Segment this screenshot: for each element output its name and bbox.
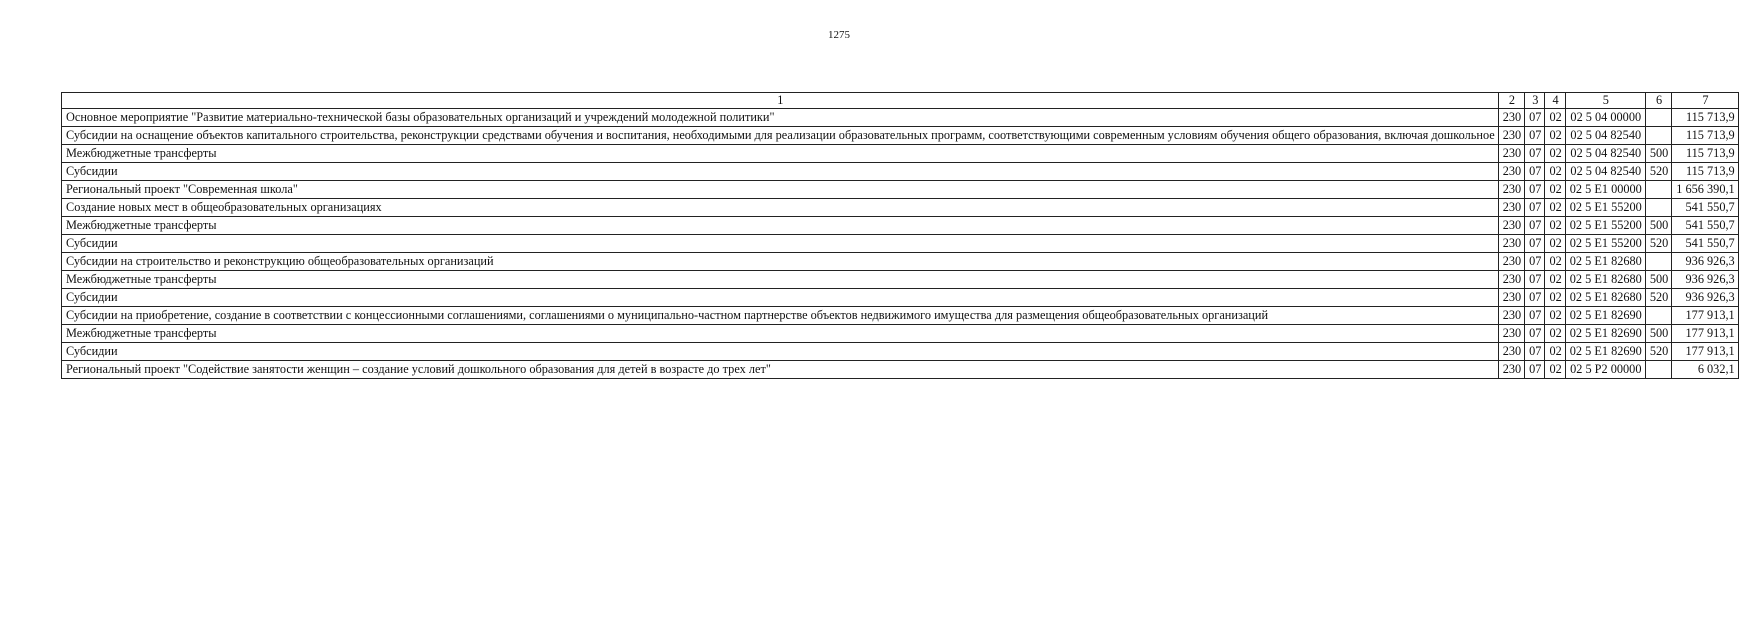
row-code-5: 02 5 04 00000 bbox=[1565, 109, 1645, 127]
row-amount: 177 913,1 bbox=[1672, 343, 1738, 361]
table-row bbox=[62, 253, 1739, 271]
row-code-6 bbox=[1645, 361, 1671, 379]
row-code-5: 02 5 E1 82680 bbox=[1565, 271, 1645, 289]
column-header: 1 bbox=[62, 93, 1499, 109]
row-code-6 bbox=[1645, 109, 1671, 127]
row-code-4: 02 bbox=[1545, 325, 1565, 343]
row-code-3: 07 bbox=[1525, 109, 1545, 127]
row-code-4: 02 bbox=[1545, 253, 1565, 271]
row-name: Субсидии bbox=[62, 235, 1499, 253]
row-code-2: 230 bbox=[1498, 163, 1524, 181]
row-code-3: 07 bbox=[1525, 343, 1545, 361]
row-code-4: 02 bbox=[1545, 343, 1565, 361]
table-row bbox=[62, 271, 1739, 289]
row-amount: 541 550,7 bbox=[1672, 199, 1738, 217]
row-code-2: 230 bbox=[1498, 145, 1524, 163]
row-name: Субсидии bbox=[62, 289, 1499, 307]
row-code-5: 02 5 E1 82680 bbox=[1565, 289, 1645, 307]
table-row bbox=[62, 163, 1739, 181]
row-code-3: 07 bbox=[1525, 145, 1545, 163]
row-amount: 6 032,1 bbox=[1672, 361, 1738, 379]
row-code-6 bbox=[1645, 181, 1671, 199]
row-code-3: 07 bbox=[1525, 289, 1545, 307]
row-code-5: 02 5 E1 55200 bbox=[1565, 235, 1645, 253]
row-amount: 115 713,9 bbox=[1672, 145, 1738, 163]
row-amount: 1 656 390,1 bbox=[1672, 181, 1738, 199]
row-code-4: 02 bbox=[1545, 289, 1565, 307]
row-code-5: 02 5 E1 55200 bbox=[1565, 217, 1645, 235]
row-code-3: 07 bbox=[1525, 253, 1545, 271]
row-code-2: 230 bbox=[1498, 199, 1524, 217]
row-name: Основное мероприятие "Развитие материально-технической базы образовательных организаций и учреждений молодежной политики" bbox=[62, 109, 1499, 127]
row-code-2: 230 bbox=[1498, 361, 1524, 379]
row-code-4: 02 bbox=[1545, 217, 1565, 235]
table-body bbox=[62, 109, 1739, 379]
row-code-2: 230 bbox=[1498, 253, 1524, 271]
row-code-4: 02 bbox=[1545, 181, 1565, 199]
row-code-6: 520 bbox=[1645, 163, 1671, 181]
row-code-5: 02 5 E1 82690 bbox=[1565, 307, 1645, 325]
row-code-6: 500 bbox=[1645, 217, 1671, 235]
row-amount: 177 913,1 bbox=[1672, 307, 1738, 325]
row-code-6: 520 bbox=[1645, 235, 1671, 253]
row-code-2: 230 bbox=[1498, 271, 1524, 289]
row-code-4: 02 bbox=[1545, 109, 1565, 127]
row-code-4: 02 bbox=[1545, 127, 1565, 145]
row-code-3: 07 bbox=[1525, 199, 1545, 217]
row-code-4: 02 bbox=[1545, 163, 1565, 181]
row-code-5: 02 5 E1 82690 bbox=[1565, 325, 1645, 343]
column-header: 5 bbox=[1565, 93, 1645, 109]
row-name: Межбюджетные трансферты bbox=[62, 217, 1499, 235]
table-row bbox=[62, 181, 1739, 199]
row-amount: 936 926,3 bbox=[1672, 253, 1738, 271]
row-name: Межбюджетные трансферты bbox=[62, 271, 1499, 289]
row-code-6 bbox=[1645, 199, 1671, 217]
row-amount: 936 926,3 bbox=[1672, 289, 1738, 307]
table-row bbox=[62, 109, 1739, 127]
row-name: Региональный проект "Содействие занятости женщин – создание условий дошкольного образования для детей в возрасте до трех лет" bbox=[62, 361, 1499, 379]
row-code-5: 02 5 P2 00000 bbox=[1565, 361, 1645, 379]
row-code-2: 230 bbox=[1498, 127, 1524, 145]
row-code-3: 07 bbox=[1525, 361, 1545, 379]
row-name: Создание новых мест в общеобразовательных организациях bbox=[62, 199, 1499, 217]
row-code-2: 230 bbox=[1498, 325, 1524, 343]
row-code-3: 07 bbox=[1525, 271, 1545, 289]
row-code-2: 230 bbox=[1498, 307, 1524, 325]
row-code-5: 02 5 04 82540 bbox=[1565, 127, 1645, 145]
row-code-3: 07 bbox=[1525, 181, 1545, 199]
table-row bbox=[62, 199, 1739, 217]
table-row bbox=[62, 127, 1739, 145]
row-code-6: 500 bbox=[1645, 145, 1671, 163]
row-code-2: 230 bbox=[1498, 181, 1524, 199]
row-name: Региональный проект "Современная школа" bbox=[62, 181, 1499, 199]
row-name: Субсидии на оснащение объектов капитального строительства, реконструкции средствами обучения и воспитания, необходимыми для реализации образовательных программ, соответствующими современным условиям обучения общего образования, включая дошкольное bbox=[62, 127, 1499, 145]
column-header: 6 bbox=[1645, 93, 1671, 109]
row-code-2: 230 bbox=[1498, 235, 1524, 253]
table-row bbox=[62, 289, 1739, 307]
column-header: 4 bbox=[1545, 93, 1565, 109]
row-code-5: 02 5 04 82540 bbox=[1565, 145, 1645, 163]
page-number: 1275 bbox=[828, 29, 850, 41]
row-code-6: 520 bbox=[1645, 289, 1671, 307]
header-row bbox=[62, 93, 1739, 109]
row-code-2: 230 bbox=[1498, 289, 1524, 307]
row-amount: 115 713,9 bbox=[1672, 127, 1738, 145]
row-code-6: 520 bbox=[1645, 343, 1671, 361]
row-code-6 bbox=[1645, 127, 1671, 145]
row-code-4: 02 bbox=[1545, 199, 1565, 217]
table-header bbox=[62, 93, 1739, 109]
row-name: Субсидии bbox=[62, 163, 1499, 181]
table-row bbox=[62, 145, 1739, 163]
row-code-2: 230 bbox=[1498, 217, 1524, 235]
row-code-6 bbox=[1645, 253, 1671, 271]
table-row bbox=[62, 235, 1739, 253]
row-code-5: 02 5 E1 55200 bbox=[1565, 199, 1645, 217]
row-name: Субсидии на строительство и реконструкцию общеобразовательных организаций bbox=[62, 253, 1499, 271]
row-code-2: 230 bbox=[1498, 343, 1524, 361]
row-code-4: 02 bbox=[1545, 235, 1565, 253]
row-code-6: 500 bbox=[1645, 325, 1671, 343]
row-name: Межбюджетные трансферты bbox=[62, 145, 1499, 163]
row-code-5: 02 5 E1 82690 bbox=[1565, 343, 1645, 361]
budget-table bbox=[61, 92, 1739, 379]
row-code-6 bbox=[1645, 307, 1671, 325]
table-row bbox=[62, 361, 1739, 379]
row-name: Субсидии на приобретение, создание в соответствии с концессионными соглашениями, соглашениями о муниципально-частном партнерстве объектов недвижимого имущества для размещения общеобразовательных организаций bbox=[62, 307, 1499, 325]
row-code-5: 02 5 E1 82680 bbox=[1565, 253, 1645, 271]
column-header: 2 bbox=[1498, 93, 1524, 109]
row-code-3: 07 bbox=[1525, 235, 1545, 253]
column-header: 7 bbox=[1672, 93, 1738, 109]
row-code-4: 02 bbox=[1545, 271, 1565, 289]
row-code-3: 07 bbox=[1525, 217, 1545, 235]
row-code-5: 02 5 04 82540 bbox=[1565, 163, 1645, 181]
table-row bbox=[62, 217, 1739, 235]
row-name: Межбюджетные трансферты bbox=[62, 325, 1499, 343]
row-amount: 541 550,7 bbox=[1672, 235, 1738, 253]
row-code-2: 230 bbox=[1498, 109, 1524, 127]
row-amount: 541 550,7 bbox=[1672, 217, 1738, 235]
column-header: 3 bbox=[1525, 93, 1545, 109]
row-code-5: 02 5 E1 00000 bbox=[1565, 181, 1645, 199]
row-code-4: 02 bbox=[1545, 145, 1565, 163]
row-code-4: 02 bbox=[1545, 307, 1565, 325]
row-code-4: 02 bbox=[1545, 361, 1565, 379]
row-name: Субсидии bbox=[62, 343, 1499, 361]
table-row bbox=[62, 343, 1739, 361]
row-amount: 115 713,9 bbox=[1672, 163, 1738, 181]
table-row bbox=[62, 325, 1739, 343]
row-amount: 936 926,3 bbox=[1672, 271, 1738, 289]
row-code-3: 07 bbox=[1525, 127, 1545, 145]
row-amount: 115 713,9 bbox=[1672, 109, 1738, 127]
row-code-6: 500 bbox=[1645, 271, 1671, 289]
row-code-3: 07 bbox=[1525, 163, 1545, 181]
row-code-3: 07 bbox=[1525, 325, 1545, 343]
row-code-3: 07 bbox=[1525, 307, 1545, 325]
row-amount: 177 913,1 bbox=[1672, 325, 1738, 343]
table-row bbox=[62, 307, 1739, 325]
